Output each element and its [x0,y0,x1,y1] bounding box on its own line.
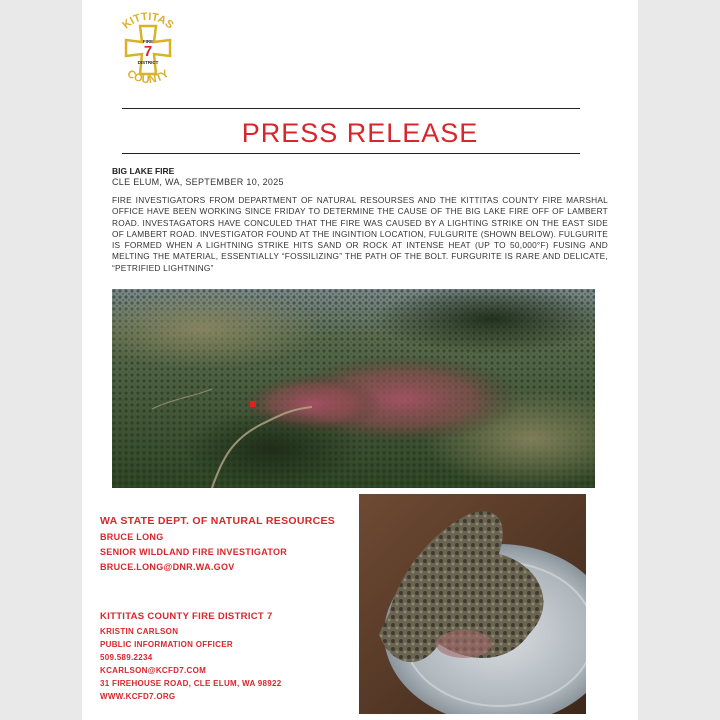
press-release-page [82,0,638,720]
event-name: BIG LAKE FIRE [112,166,175,176]
kcfd-contact-email[interactable]: KCARLSON@KCFD7.COM [100,666,207,675]
kcfd-contact-role: PUBLIC INFORMATION OFFICER [100,640,233,649]
logo-fire-text: FIRE [142,39,154,44]
fire-district-logo [108,12,188,92]
ignition-marker [250,401,256,407]
logo-bottom-text: COUNTY [124,67,172,87]
aerial-forest-photo [112,289,595,488]
logo-top-text: KITTITAS [120,12,176,32]
kcfd-website[interactable]: WWW.KCFD7.ORG [100,692,176,701]
page-title: PRESS RELEASE [241,118,479,148]
fulgurite-photo [359,494,586,714]
dnr-contact-email[interactable]: BRUCE.LONG@DNR.WA.GOV [100,562,235,572]
dnr-contact-role: SENIOR WILDLAND FIRE INVESTIGATOR [100,547,288,557]
logo-district-text: DISTRICT [137,60,159,65]
title-divider [122,153,580,154]
dnr-agency: WA STATE DEPT. OF NATURAL RESOURCES [100,515,336,527]
kcfd-contact-phone[interactable]: 509.589.2234 [100,653,153,662]
release-body: FIRE INVESTIGATORS FROM DEPARTMENT OF NATURAL RESOURSES AND THE KITTITAS COUNTY FIRE MARSHAL OFFICE HAVE BEEN WORKING SINCE FRIDAY TO DETERMINE THE CAUSE OF THE BIG LAKE FIRE OFF OF LAMBERT ROAD. INVESTAGATORS HAVE CONCULED THAT THE FIRE WAS CAUSED BY A LIGHTING STRIKE ON THE EAST SIDE OF LAMBERT ROAD. INVESTIGATOR FOUND AT THE INGINTION LOCATION, FULGURITE (SHOWN BELOW). FULGURITE IS FORMED WHEN A LIGHTNING STRIKE HITS SAND OR ROCK AT INTENSE HEAT (UP TO 50,000°F) FUSING AND MELTING THE MATERIAL, ESSENTIALLY “FOSSILIZING” THE PATH OF THE BOLT. FURGURITE IS RARE AND DELICATE, “PETRIFIED LIGHTNING” [112,195,608,273]
dateline: CLE ELUM, WA, SEPTEMBER 10, 2025 [112,177,284,187]
logo-number: 7 [143,43,153,60]
dnr-contact-name: BRUCE LONG [100,532,164,542]
kcfd-contact-name: KRISTIN CARLSON [100,627,179,636]
kcfd-agency: KITTITAS COUNTY FIRE DISTRICT 7 [100,611,273,622]
top-divider [122,108,580,109]
kcfd-contact-address: 31 FIREHOUSE ROAD, CLE ELUM, WA 98922 [100,679,282,688]
